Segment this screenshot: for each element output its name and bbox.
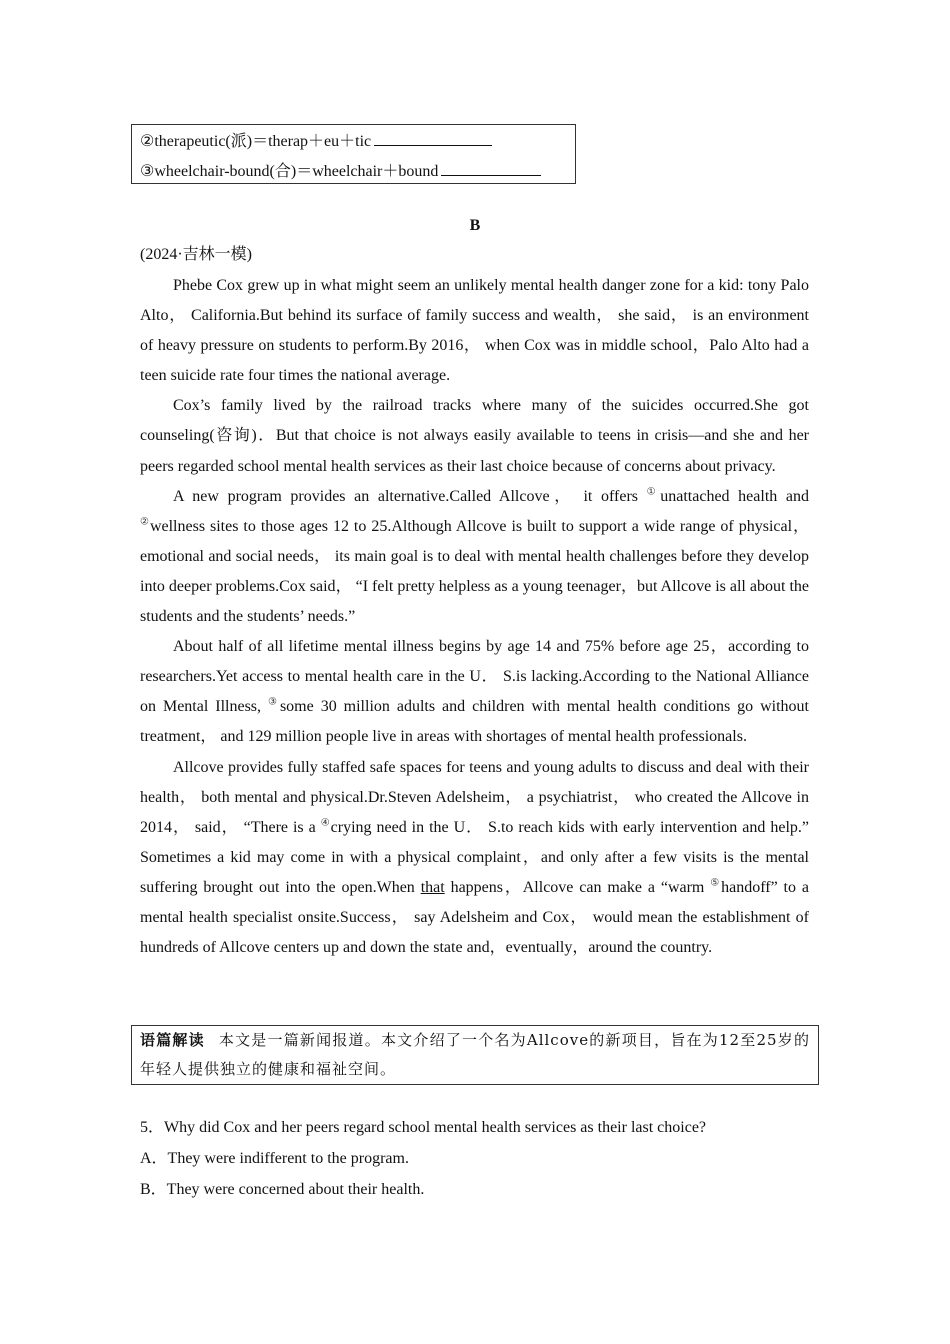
paragraph-1: Phebe Cox grew up in what might seem an unlikely mental health danger zone for a kid: tony Palo Alto， California.But behind its surface of family success and wealth， she said， is an environment of heavy pressure on students to perform.By 2016， when Cox was in middle school，Palo Alto had a teen suicide rate four times the national average.: [140, 277, 810, 385]
source-label: (2024·吉林一模): [140, 246, 252, 263]
paragraph-5: [140, 753, 809, 964]
paragraph-text: some 30 million adults and children with mental health conditions go without treatment， and 129 million people live in areas with shortages of mental health professionals.: [140, 698, 810, 746]
question-5: 5．Why did Cox and her peers regard school mental health services as their last choice?: [140, 1119, 707, 1136]
annotation-marker-3: ③: [268, 696, 280, 708]
article-body: [140, 271, 809, 963]
option-a[interactable]: A．They were indifferent to the program.: [140, 1150, 409, 1167]
annotation-marker-2: ②: [140, 516, 150, 528]
word-item-text: ②therapeutic(派)＝therap＋eu＋tic: [140, 133, 372, 150]
annotation-marker-5: ⑤: [710, 877, 722, 889]
word-item-text: ③wheelchair-bound(合)＝wheelchair＋bound: [140, 163, 439, 180]
paragraph-4: [140, 632, 809, 752]
word-item-wheelchair-bound: [140, 157, 567, 187]
paragraph-2: Cox’s family lived by the railroad tracks where many of the suicides occurred.She got counseling(咨询)．But that choice is not always easily available to teens in crisis—and she and her peers regarded school mental health services as their last choice because of concerns about privacy.: [140, 397, 809, 475]
paragraph-text: A new program provides an alternative.Called Allcove， it offers: [173, 487, 647, 505]
section-title: B: [469, 217, 481, 234]
answer-blank[interactable]: [374, 127, 492, 146]
reading-summary-label: 语篇解读: [140, 1031, 205, 1049]
question-section: [140, 1112, 820, 1205]
underlined-word-that: that: [420, 878, 445, 896]
paragraph-3: [140, 482, 809, 632]
paragraph-text: Allcove provides fully staffed safe spaces for teens and young adults to discuss and deal with their health， both mental and physical.Dr.Steven Adelsheim， a psychiatrist， who created the Allcove in 2014， said， “There is a: [140, 758, 809, 836]
paragraph-text: unattached health and: [660, 487, 810, 505]
paragraph-text: handoff” to a mental health specialist onsite.Success， say Adelsheim and Cox， would mean the establishment of hundreds of Allcove centers up and down the state and，eventually，around the country.: [140, 878, 809, 957]
answer-blank[interactable]: [441, 157, 541, 176]
reading-summary-text: 本文是一篇新闻报道。本文介绍了一个名为Allcove的新项目，旨在为12至25岁的年轻人提供独立的健康和福祉空间。: [140, 1031, 810, 1078]
option-b[interactable]: B．They were concerned about their health.: [140, 1181, 425, 1198]
paragraph-text: happens，Allcove can make a “warm: [444, 878, 711, 896]
reading-summary-box: [131, 1025, 819, 1085]
paragraph-text: About half of all lifetime mental illness begins by age 14 and 75% before age 25，according to researchers.Yet access to mental health care in the U． S.is lacking.According to the National Alliance on Mental Illness,: [140, 638, 809, 716]
paragraph-text: crying need in the U． S.to reach kids with early intervention and help.” Sometimes a kid may come in with a physical complaint，and only after a few visits is the mental suffering brought out into the open.When: [140, 818, 809, 896]
annotation-marker-1: ①: [646, 486, 661, 498]
word-formation-box: [131, 124, 576, 184]
word-item-therapeutic: [140, 127, 567, 157]
paragraph-text: wellness sites to those ages 12 to 25.Although Allcove is built to support a wide range of physical， emotional and social needs， its main goal is to deal with mental health challenges before they develop into deeper problems.Cox said， “I felt pretty helpless as a young teenager，but Allcove is all about the students and the students’ needs.”: [140, 517, 810, 626]
annotation-marker-4: ④: [320, 817, 331, 829]
